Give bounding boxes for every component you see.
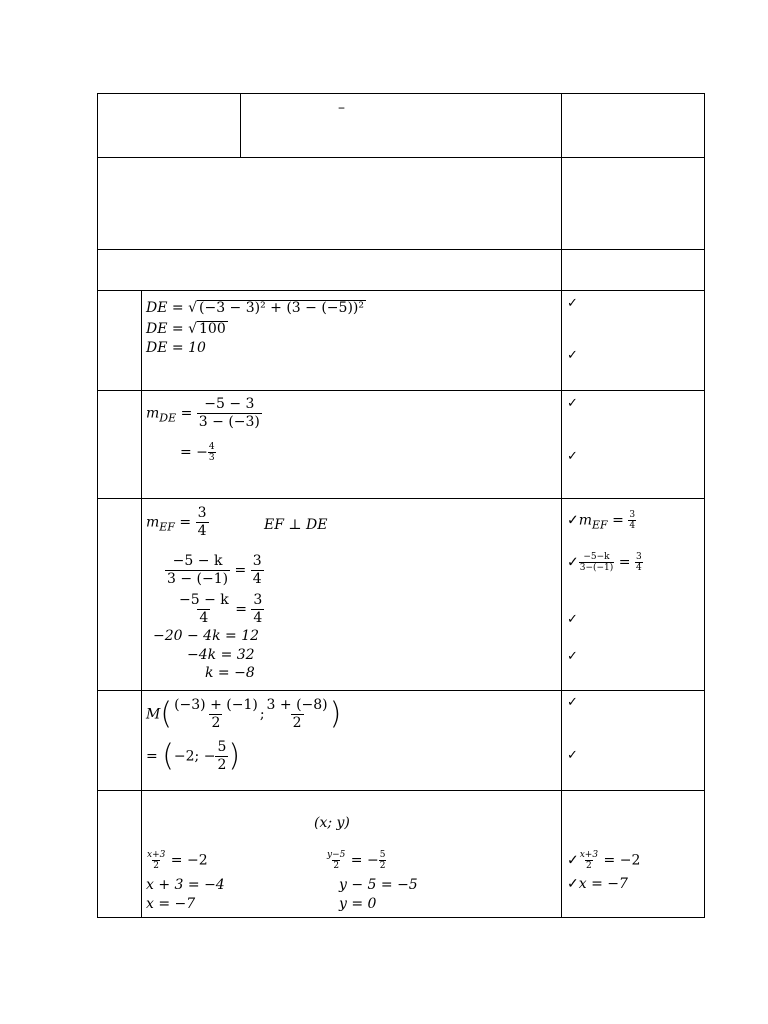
k-f2-num: −5 − k [179,592,229,608]
de-line3-text: DE = 10 [146,340,206,356]
midpoint-result-den: 2 [217,757,227,773]
midpoint-line-1: M( $\frac{(-3) + (-1)}{2}$ ; $\frac{3 + (-8)}{2}$ ) [146,696,342,732]
k-f2-den: 4 [199,610,209,626]
midpoint-result-a: −2; − [173,748,216,765]
mark-k-rhs-num: 3 [635,552,642,562]
x-eq2-text: x + 3 = −4 [146,877,225,893]
check-mark: ✓ [567,449,578,464]
header-dash [338,100,345,116]
k-f2-rhs-num: 3 [253,592,263,608]
mde-fraction [197,396,262,431]
x-eq-3 [146,896,195,912]
check-mark: ✓ [567,695,578,710]
k-f1-rhs-den: 4 [252,571,262,587]
k-f1-den: 3 − (−1) [167,571,229,587]
mark-k-rhs-den: 4 [635,563,642,573]
k-eq-3 [153,628,259,644]
mef-lhs: m [146,514,160,531]
check-mark: ✓ [567,348,578,363]
x-fraction [146,850,166,871]
column-divider [240,93,241,157]
column-divider [561,93,562,918]
x-fraction-den: 2 [153,861,160,871]
midpoint-line-2: = (−2; − $\frac{5}{2}$ ) [146,738,241,774]
mark-x-final-text: x = −7 [578,876,628,892]
mde-lhs: m [146,405,160,422]
y-eq2-text: y − 5 = −5 [339,877,418,893]
mark-mef [567,510,636,533]
check-mark: ✓ [567,852,579,869]
k-eq-4 [187,647,255,663]
header-dash-text: – [338,100,345,116]
row-divider [97,157,705,158]
check-mark: ✓ [567,296,578,311]
row-divider [97,790,705,791]
check-mark: ✓ [567,649,578,664]
mef-num: 3 [197,505,207,521]
mark-k-rhs [635,552,643,573]
mef-fraction [196,505,209,540]
k-f1-rhs [251,553,264,588]
x-eq1-rhs: = −2 [166,852,208,869]
k-f1-rhs-num: 3 [252,553,262,569]
y-rhs-fraction [379,850,387,871]
mark-mef-num: 3 [629,510,636,520]
check-mark: ✓ [567,554,579,571]
y-rhs-num: 5 [379,850,386,860]
midpoint-result-prefix: = [146,748,163,765]
check-mark: ✓ [567,396,578,411]
mef-line: $m_{EF}$ = $\frac{3}{4}$ [146,505,207,539]
mde-sub: DE [159,411,177,425]
de-line1-radicand: (−3 − 3)² + (3 − (−5))² [199,300,364,316]
k-eq-5 [205,665,255,681]
k-f2 [177,592,231,627]
de-line2-radicand: 100 [199,321,226,337]
midpoint-result-num: 5 [217,739,227,755]
k-f2-rhs-den: 4 [253,610,263,626]
mef-sub: EF [159,520,175,534]
mark-x-fraction [567,850,640,871]
point-label-text: (x; y) [314,815,350,831]
mde-small-den: 3 [208,453,215,463]
x-fraction-num: x+3 [147,850,166,860]
mark-x-num: x+3 [579,850,599,860]
mark-mef-den: 4 [629,521,636,531]
de-line1-lhs: DE = [146,300,189,316]
mde-line-2 [180,442,216,463]
k-eq1-text: −20 − 4k = 12 [153,628,260,644]
mde-small-num: 4 [208,442,215,452]
mark-mef-sub: EF [592,518,608,532]
x-eq3-text: x = −7 [146,896,196,912]
mark-mef-m: m [578,512,593,529]
y-rhs-den: 2 [379,861,386,871]
mark-k-fraction [567,552,643,573]
check-mark: ✓ [567,612,578,627]
y-eq-2 [339,877,418,893]
de-line-3 [146,340,206,356]
row-divider [97,390,705,391]
de-line-2: DE = √ 100 [146,321,226,337]
check-mark: ✓ [567,512,579,529]
k-f1-num: −5 − k [172,553,223,569]
row-divider [97,249,705,250]
y-fraction [326,850,346,871]
k-f1 [165,553,230,588]
midpoint-y-den: 2 [292,715,302,731]
point-label [314,815,350,831]
mark-k-f-num: −5−k [583,552,610,562]
midpoint-x-fraction [172,697,260,732]
mef-den: 4 [197,523,207,539]
column-divider [141,290,142,918]
k-f2-rhs [251,592,264,627]
mark-x-rhs: = −2 [599,852,641,869]
mark-x-final [567,876,628,892]
mark-k-f-den: 3−(−1) [579,563,614,573]
midpoint-x-den: 2 [211,715,221,731]
row-divider [97,498,705,499]
y-eq-1 [326,850,386,871]
perp-text: EF ⊥ DE [264,517,328,533]
midpoint-y-num: 3 + (−8) [266,697,328,713]
y-eq1-prefix: = − [346,852,379,869]
mark-k-eq: = [614,554,635,571]
k-eq-2: $\frac{-5 - k}{4}$ = $\frac{3}{4}$ [179,592,263,626]
mde-denominator: 3 − (−3) [198,414,260,430]
mark-k-f [579,552,615,573]
midpoint-result-fraction [215,739,228,774]
check-mark: ✓ [567,748,578,763]
mark-x-f [579,850,599,871]
y-eq3-text: y = 0 [339,896,377,912]
midpoint-sep: ; [259,706,265,723]
y-fraction-num: y−5 [327,850,346,860]
y-eq-3 [339,896,376,912]
mark-x-den: 2 [586,861,592,871]
mde-numerator: −5 − 3 [204,396,255,412]
k-eq3-text: k = −8 [205,665,255,681]
x-eq-2 [146,877,225,893]
x-eq-1 [146,850,208,871]
mde-line-1: $m_{DE}$ = $\frac{-5 - 3}{3 - (-3)}$ [146,396,260,430]
k-eq2-text: −4k = 32 [187,647,255,663]
perpendicular-note [264,517,327,533]
row-divider [97,690,705,691]
de-line2-lhs: DE = [146,321,189,337]
midpoint-x-num: (−3) + (−1) [174,697,258,713]
mark-mef-eq: = [607,512,629,529]
row-divider [97,290,705,291]
midpoint-m: M [146,706,161,723]
check-mark: ✓ [567,876,579,892]
mark-mef-fraction [628,510,636,531]
y-fraction-den: 2 [333,861,340,871]
mde-small-fraction [208,442,216,463]
mde-line2-prefix: = − [180,444,208,461]
k-eq-1: $\frac{-5 - k}{3 - (-1)}$ = $\frac{3}{4}$ [167,553,262,587]
de-line-1: DE = √ (−3 − 3)² + (3 − (−5))² [146,300,364,316]
midpoint-y-fraction [265,697,330,732]
